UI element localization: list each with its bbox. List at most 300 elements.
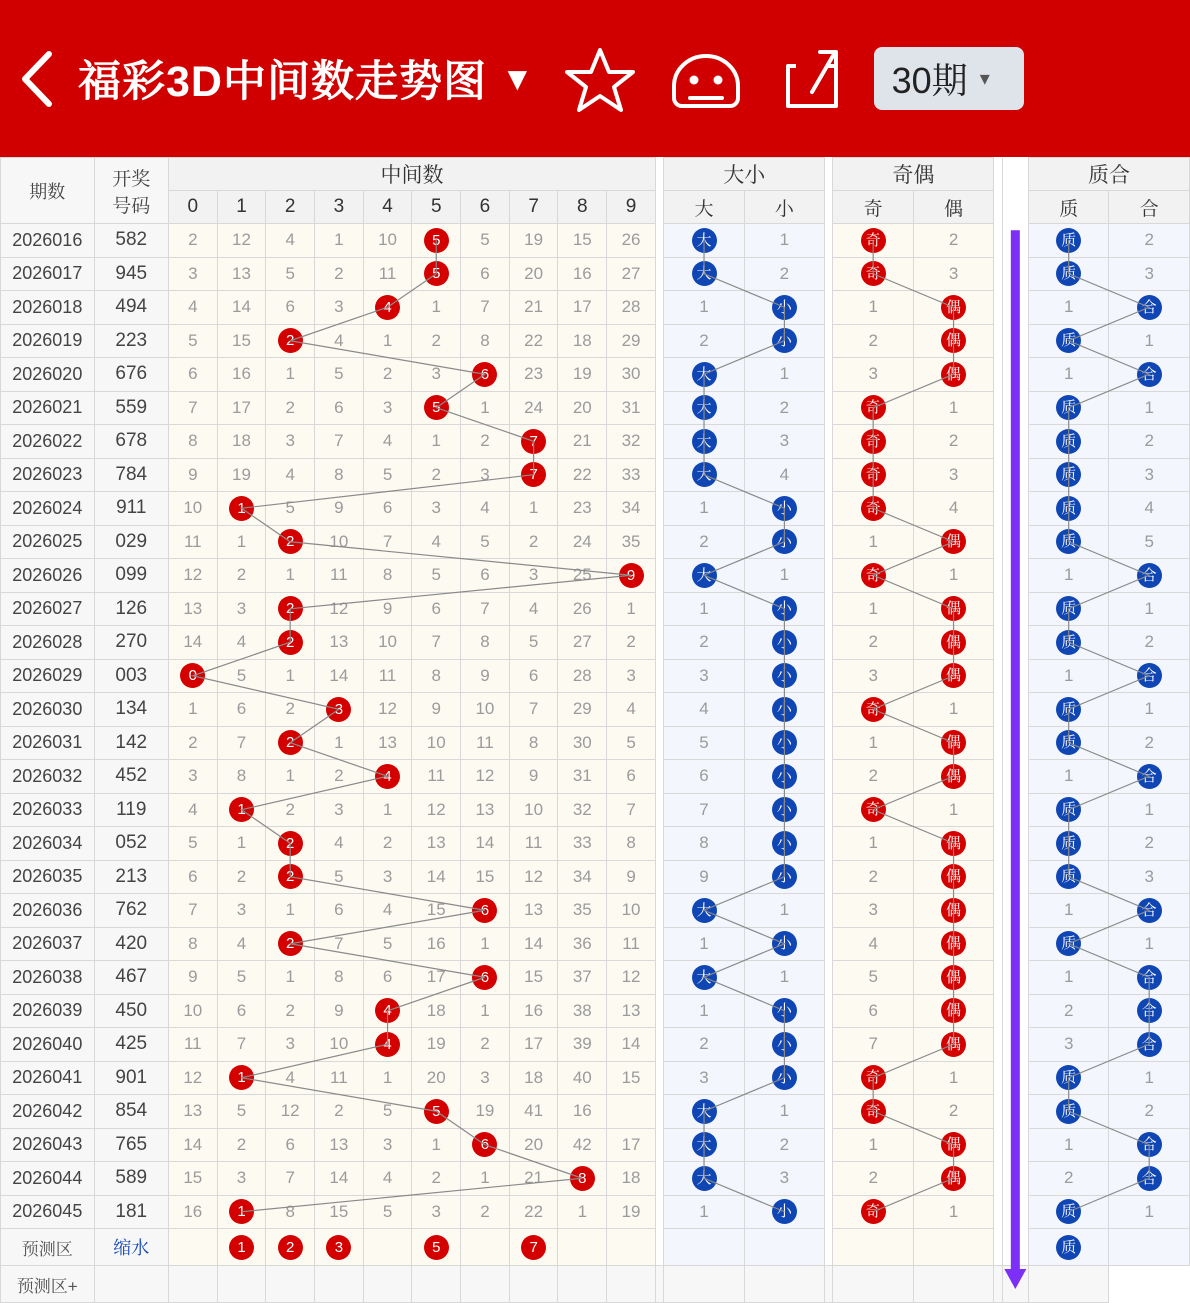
cell-small xyxy=(744,291,824,325)
table-row[interactable] xyxy=(1,726,1190,760)
separator xyxy=(994,994,1002,1028)
marker-ball: 偶 xyxy=(941,328,966,353)
col-header-even: 偶 xyxy=(913,191,993,224)
cell-code: 589 xyxy=(94,1162,168,1196)
table-row[interactable] xyxy=(1,391,1190,425)
scroll-arrow-cell xyxy=(1002,391,1028,425)
cell-middle-5: 1 xyxy=(412,425,461,459)
cell-odd xyxy=(833,458,913,492)
table-row[interactable] xyxy=(1,894,1190,928)
cell-middle-9: 13 xyxy=(607,994,656,1028)
cell-middle-0: 8 xyxy=(168,425,217,459)
cell-middle-7: 10 xyxy=(509,793,558,827)
table-row[interactable] xyxy=(1,827,1190,861)
cell-middle-3: 10 xyxy=(315,525,364,559)
cell-middle-6: 9 xyxy=(461,659,510,693)
cell-middle-4: 4 xyxy=(363,425,412,459)
marker-ball: 大 xyxy=(692,228,717,253)
cell-middle-9 xyxy=(607,559,656,593)
cell-code: 270 xyxy=(94,626,168,660)
cell-even xyxy=(913,927,993,961)
cell-period: 2026038 xyxy=(1,961,95,995)
cell-big: 1 xyxy=(664,994,744,1028)
separator xyxy=(994,1028,1002,1062)
table-row[interactable] xyxy=(1,1162,1190,1196)
cell-big xyxy=(664,358,744,392)
cell-middle-0: 4 xyxy=(168,291,217,325)
cell-prime: 1 xyxy=(1029,559,1109,593)
cell-middle-2: 6 xyxy=(266,291,315,325)
prediction-link-cell[interactable] xyxy=(94,1229,168,1266)
separator xyxy=(825,927,833,961)
marker-ball: 质 xyxy=(1056,831,1081,856)
marker-ball: 奇 xyxy=(861,697,886,722)
cell-code: 467 xyxy=(94,961,168,995)
cell-middle-9: 9 xyxy=(607,860,656,894)
cell-middle-5: 8 xyxy=(412,659,461,693)
marker-ball: 偶 xyxy=(941,764,966,789)
cell-composite xyxy=(1109,961,1190,995)
cell-period: 2026019 xyxy=(1,324,95,358)
separator xyxy=(994,559,1002,593)
cell-middle-5: 18 xyxy=(412,994,461,1028)
cell-odd: 1 xyxy=(833,525,913,559)
table-row[interactable] xyxy=(1,425,1190,459)
prediction-plus-cell xyxy=(461,1266,510,1303)
cell-middle-4: 2 xyxy=(363,827,412,861)
cell-odd xyxy=(833,793,913,827)
prediction-plus-cell xyxy=(558,1266,607,1303)
cell-odd: 1 xyxy=(833,291,913,325)
hit-ball: 5 xyxy=(424,261,449,286)
table-row[interactable] xyxy=(1,358,1190,392)
prediction-row[interactable] xyxy=(1,1229,1190,1266)
shrink-link[interactable]: 缩水 xyxy=(113,1238,150,1258)
cell-composite xyxy=(1109,358,1190,392)
cell-code: 901 xyxy=(94,1061,168,1095)
cell-small xyxy=(744,1195,824,1229)
col-header-comp: 合 xyxy=(1109,191,1190,224)
separator xyxy=(655,1061,663,1095)
marker-ball: 奇 xyxy=(861,1199,886,1224)
cell-middle-8: 28 xyxy=(558,659,607,693)
cell-period: 2026016 xyxy=(1,224,95,258)
table-row[interactable] xyxy=(1,927,1190,961)
cell-middle-1: 19 xyxy=(217,458,266,492)
table-body xyxy=(1,224,1190,1229)
marker-ball: 偶 xyxy=(941,529,966,554)
cell-odd: 5 xyxy=(833,961,913,995)
cell-big xyxy=(664,1162,744,1196)
cell-middle-1 xyxy=(217,793,266,827)
cell-middle-4: 8 xyxy=(363,559,412,593)
share-icon[interactable] xyxy=(776,44,848,114)
cell-middle-6: 6 xyxy=(461,257,510,291)
period-selector[interactable] xyxy=(874,47,1024,110)
cell-prime: 1 xyxy=(1029,894,1109,928)
cell-odd: 1 xyxy=(833,726,913,760)
cell-prime xyxy=(1029,726,1109,760)
prediction-plus-cell xyxy=(94,1266,168,1303)
cell-middle-6: 11 xyxy=(461,726,510,760)
cell-even xyxy=(913,961,993,995)
group-header-oddeven: 奇偶 xyxy=(833,158,994,191)
cell-middle-1: 7 xyxy=(217,726,266,760)
separator xyxy=(825,358,833,392)
separator xyxy=(825,324,833,358)
cell-middle-9: 31 xyxy=(607,391,656,425)
prediction-comp-cell xyxy=(1109,1229,1190,1266)
hit-ball: 1 xyxy=(229,496,254,521)
separator xyxy=(655,726,663,760)
prediction-cell-2 xyxy=(266,1229,315,1266)
cell-composite: 1 xyxy=(1109,592,1190,626)
cell-middle-2: 1 xyxy=(266,559,315,593)
cell-prime: 1 xyxy=(1029,1128,1109,1162)
cell-code: 945 xyxy=(94,257,168,291)
cell-middle-4: 3 xyxy=(363,1128,412,1162)
cell-middle-2 xyxy=(266,827,315,861)
scroll-arrow-cell xyxy=(1002,1028,1028,1062)
cell-middle-1: 12 xyxy=(217,224,266,258)
cell-small: 2 xyxy=(744,257,824,291)
marker-ball: 合 xyxy=(1137,764,1162,789)
cell-middle-8: 21 xyxy=(558,425,607,459)
hit-ball: 7 xyxy=(521,429,546,454)
table-row[interactable] xyxy=(1,693,1190,727)
marker-ball: 奇 xyxy=(861,1099,886,1124)
cell-odd: 2 xyxy=(833,324,913,358)
cell-odd: 1 xyxy=(833,827,913,861)
cell-prime xyxy=(1029,1195,1109,1229)
cell-middle-8: 36 xyxy=(558,927,607,961)
prediction-cell-0 xyxy=(168,1229,217,1266)
cell-middle-0: 16 xyxy=(168,1195,217,1229)
cell-middle-9: 26 xyxy=(607,224,656,258)
cell-middle-0: 5 xyxy=(168,324,217,358)
table-row[interactable] xyxy=(1,592,1190,626)
cell-code: 582 xyxy=(94,224,168,258)
prediction-cell-8 xyxy=(558,1229,607,1266)
cell-middle-7: 22 xyxy=(509,324,558,358)
cell-period: 2026032 xyxy=(1,760,95,794)
cell-middle-8: 22 xyxy=(558,458,607,492)
cell-middle-5: 2 xyxy=(412,1162,461,1196)
separator xyxy=(994,492,1002,526)
star-icon[interactable] xyxy=(564,45,636,113)
cell-middle-2: 3 xyxy=(266,1028,315,1062)
marker-ball: 质 xyxy=(1056,261,1081,286)
separator xyxy=(655,827,663,861)
cell-middle-5: 4 xyxy=(412,525,461,559)
cell-middle-2: 5 xyxy=(266,492,315,526)
cell-prime: 2 xyxy=(1029,1162,1109,1196)
separator xyxy=(994,391,1002,425)
cell-middle-5 xyxy=(412,1095,461,1129)
separator xyxy=(655,291,663,325)
cell-middle-2: 2 xyxy=(266,994,315,1028)
back-chevron-icon[interactable] xyxy=(14,44,60,114)
table-row[interactable] xyxy=(1,994,1190,1028)
cell-middle-9: 1 xyxy=(607,592,656,626)
cell-even xyxy=(913,994,993,1028)
cell-composite: 3 xyxy=(1109,257,1190,291)
cell-composite: 2 xyxy=(1109,224,1190,258)
cell-code: 450 xyxy=(94,994,168,1028)
separator xyxy=(994,1128,1002,1162)
cell-middle-6: 2 xyxy=(461,1028,510,1062)
cell-middle-3: 15 xyxy=(315,1195,364,1229)
robot-icon[interactable] xyxy=(666,46,746,112)
cell-big xyxy=(664,224,744,258)
cell-middle-2: 2 xyxy=(266,693,315,727)
period-selector-value: 30期 xyxy=(891,60,968,101)
cell-small xyxy=(744,659,824,693)
prediction-plus-cell xyxy=(833,1266,913,1303)
cell-period: 2026039 xyxy=(1,994,95,1028)
cell-middle-9: 17 xyxy=(607,1128,656,1162)
marker-ball: 质 xyxy=(1056,697,1081,722)
table-row[interactable] xyxy=(1,224,1190,258)
cell-small: 2 xyxy=(744,1128,824,1162)
separator xyxy=(655,425,663,459)
cell-even xyxy=(913,1162,993,1196)
cell-middle-4: 6 xyxy=(363,492,412,526)
table-row[interactable] xyxy=(1,626,1190,660)
marker-ball: 小 xyxy=(772,931,797,956)
col-header-small: 小 xyxy=(744,191,824,224)
cell-middle-4: 5 xyxy=(363,927,412,961)
cell-middle-9: 14 xyxy=(607,1028,656,1062)
table-row[interactable] xyxy=(1,1061,1190,1095)
cell-middle-8: 19 xyxy=(558,358,607,392)
prediction-cell-5 xyxy=(412,1229,461,1266)
prediction-cell-4 xyxy=(363,1229,412,1266)
marker-ball: 奇 xyxy=(861,462,886,487)
cell-middle-8: 35 xyxy=(558,894,607,928)
separator xyxy=(994,760,1002,794)
cell-middle-0: 11 xyxy=(168,525,217,559)
cell-prime xyxy=(1029,626,1109,660)
cell-middle-7: 12 xyxy=(509,860,558,894)
cell-even: 4 xyxy=(913,492,993,526)
cell-middle-6: 8 xyxy=(461,324,510,358)
cell-middle-1: 3 xyxy=(217,894,266,928)
cell-small xyxy=(744,793,824,827)
cell-period: 2026017 xyxy=(1,257,95,291)
marker-ball: 合 xyxy=(1137,362,1162,387)
separator xyxy=(825,257,833,291)
cell-middle-8: 30 xyxy=(558,726,607,760)
cell-code: 854 xyxy=(94,1095,168,1129)
cell-big xyxy=(664,257,744,291)
col-header-digit-1: 1 xyxy=(217,191,266,224)
cell-odd: 4 xyxy=(833,927,913,961)
cell-prime xyxy=(1029,927,1109,961)
cell-middle-1: 14 xyxy=(217,291,266,325)
cell-middle-9: 6 xyxy=(607,760,656,794)
prediction-ball: 2 xyxy=(278,1235,303,1260)
cell-prime: 1 xyxy=(1029,358,1109,392)
scroll-arrow-cell xyxy=(1002,1095,1028,1129)
marker-ball: 小 xyxy=(772,328,797,353)
cell-prime xyxy=(1029,458,1109,492)
cell-code: 181 xyxy=(94,1195,168,1229)
separator xyxy=(994,224,1002,258)
table-row[interactable] xyxy=(1,793,1190,827)
prediction-plus-cell xyxy=(655,1266,663,1303)
cell-middle-9: 27 xyxy=(607,257,656,291)
cell-middle-0: 14 xyxy=(168,626,217,660)
cell-composite: 2 xyxy=(1109,827,1190,861)
hit-ball: 4 xyxy=(375,295,400,320)
prediction-ball: 3 xyxy=(326,1235,351,1260)
cell-middle-4: 13 xyxy=(363,726,412,760)
cell-middle-2 xyxy=(266,626,315,660)
cell-odd: 2 xyxy=(833,760,913,794)
table-row[interactable] xyxy=(1,860,1190,894)
prediction-plus-cell xyxy=(315,1266,364,1303)
cell-period: 2026042 xyxy=(1,1095,95,1129)
table-row[interactable] xyxy=(1,458,1190,492)
marker-ball: 大 xyxy=(692,462,717,487)
cell-middle-7: 8 xyxy=(509,726,558,760)
separator xyxy=(655,760,663,794)
separator xyxy=(825,994,833,1028)
table-row[interactable] xyxy=(1,1028,1190,1062)
cell-middle-3: 11 xyxy=(315,1061,364,1095)
group-header-middle: 中间数 xyxy=(168,158,655,191)
cell-middle-5: 3 xyxy=(412,358,461,392)
prediction-plus-row[interactable] xyxy=(1,1266,1190,1303)
table-row[interactable] xyxy=(1,1195,1190,1229)
table-row[interactable] xyxy=(1,1128,1190,1162)
cell-middle-1 xyxy=(217,1061,266,1095)
cell-period: 2026035 xyxy=(1,860,95,894)
marker-ball: 奇 xyxy=(861,496,886,521)
prediction-cell-6 xyxy=(461,1229,510,1266)
table-row[interactable] xyxy=(1,961,1190,995)
table-row[interactable] xyxy=(1,659,1190,693)
app-header xyxy=(0,0,1190,157)
cell-middle-0: 6 xyxy=(168,860,217,894)
marker-ball: 质 xyxy=(1056,228,1081,253)
separator xyxy=(825,458,833,492)
cell-middle-4: 11 xyxy=(363,659,412,693)
cell-odd: 3 xyxy=(833,659,913,693)
marker-ball: 偶 xyxy=(941,998,966,1023)
scroll-arrow-cell xyxy=(1002,927,1028,961)
cell-composite xyxy=(1109,894,1190,928)
table-row[interactable] xyxy=(1,1095,1190,1129)
separator xyxy=(994,659,1002,693)
table-row[interactable] xyxy=(1,760,1190,794)
cell-middle-9: 15 xyxy=(607,1061,656,1095)
cell-even: 3 xyxy=(913,257,993,291)
cell-middle-9: 2 xyxy=(607,626,656,660)
prediction-cell-3 xyxy=(315,1229,364,1266)
cell-odd xyxy=(833,1195,913,1229)
marker-ball: 质 xyxy=(1056,630,1081,655)
cell-big: 5 xyxy=(664,726,744,760)
marker-ball: 小 xyxy=(772,864,797,889)
separator xyxy=(994,793,1002,827)
marker-ball: 质 xyxy=(1056,596,1081,621)
cell-period: 2026022 xyxy=(1,425,95,459)
title-dropdown-caret[interactable]: ▼ xyxy=(500,59,534,97)
cell-middle-4: 5 xyxy=(363,458,412,492)
separator xyxy=(994,592,1002,626)
hit-ball: 7 xyxy=(521,462,546,487)
marker-ball: 大 xyxy=(692,1166,717,1191)
separator xyxy=(825,860,833,894)
cell-code: 765 xyxy=(94,1128,168,1162)
cell-middle-0: 11 xyxy=(168,1028,217,1062)
cell-middle-5: 15 xyxy=(412,894,461,928)
trend-table-container[interactable] xyxy=(0,157,1190,1303)
cell-middle-2 xyxy=(266,324,315,358)
cell-middle-2: 1 xyxy=(266,358,315,392)
table-row[interactable] xyxy=(1,525,1190,559)
cell-composite: 3 xyxy=(1109,860,1190,894)
table-row[interactable] xyxy=(1,257,1190,291)
cell-big xyxy=(664,425,744,459)
cell-middle-4 xyxy=(363,994,412,1028)
cell-even xyxy=(913,291,993,325)
hit-ball: 5 xyxy=(424,395,449,420)
separator xyxy=(655,1028,663,1062)
prediction-empty-cell xyxy=(913,1229,993,1266)
cell-middle-4: 11 xyxy=(363,257,412,291)
cell-middle-6 xyxy=(461,961,510,995)
cell-middle-2: 3 xyxy=(266,425,315,459)
scroll-arrow-cell xyxy=(1002,425,1028,459)
cell-small xyxy=(744,726,824,760)
table-row[interactable] xyxy=(1,559,1190,593)
col-header-code xyxy=(94,158,168,224)
scroll-arrow-cell xyxy=(1002,827,1028,861)
cell-middle-8: 40 xyxy=(558,1061,607,1095)
cell-odd: 2 xyxy=(833,626,913,660)
cell-middle-6: 7 xyxy=(461,291,510,325)
cell-composite: 1 xyxy=(1109,1061,1190,1095)
cell-middle-4 xyxy=(363,1028,412,1062)
cell-small: 1 xyxy=(744,224,824,258)
cell-middle-1: 7 xyxy=(217,1028,266,1062)
separator xyxy=(994,693,1002,727)
prediction-ball: 7 xyxy=(521,1235,546,1260)
separator xyxy=(825,1229,833,1266)
table-row[interactable] xyxy=(1,324,1190,358)
table-row[interactable] xyxy=(1,291,1190,325)
cell-composite xyxy=(1109,1128,1190,1162)
cell-code: 119 xyxy=(94,793,168,827)
cell-middle-0: 12 xyxy=(168,559,217,593)
cell-prime xyxy=(1029,860,1109,894)
cell-even xyxy=(913,726,993,760)
cell-middle-9: 12 xyxy=(607,961,656,995)
table-row[interactable] xyxy=(1,492,1190,526)
cell-middle-6: 15 xyxy=(461,860,510,894)
cell-prime xyxy=(1029,827,1109,861)
cell-middle-2: 7 xyxy=(266,1162,315,1196)
hit-ball: 6 xyxy=(472,362,497,387)
separator xyxy=(825,158,833,224)
scroll-arrow-cell xyxy=(1002,559,1028,593)
cell-middle-0 xyxy=(168,659,217,693)
cell-middle-0: 3 xyxy=(168,760,217,794)
cell-middle-2: 5 xyxy=(266,257,315,291)
